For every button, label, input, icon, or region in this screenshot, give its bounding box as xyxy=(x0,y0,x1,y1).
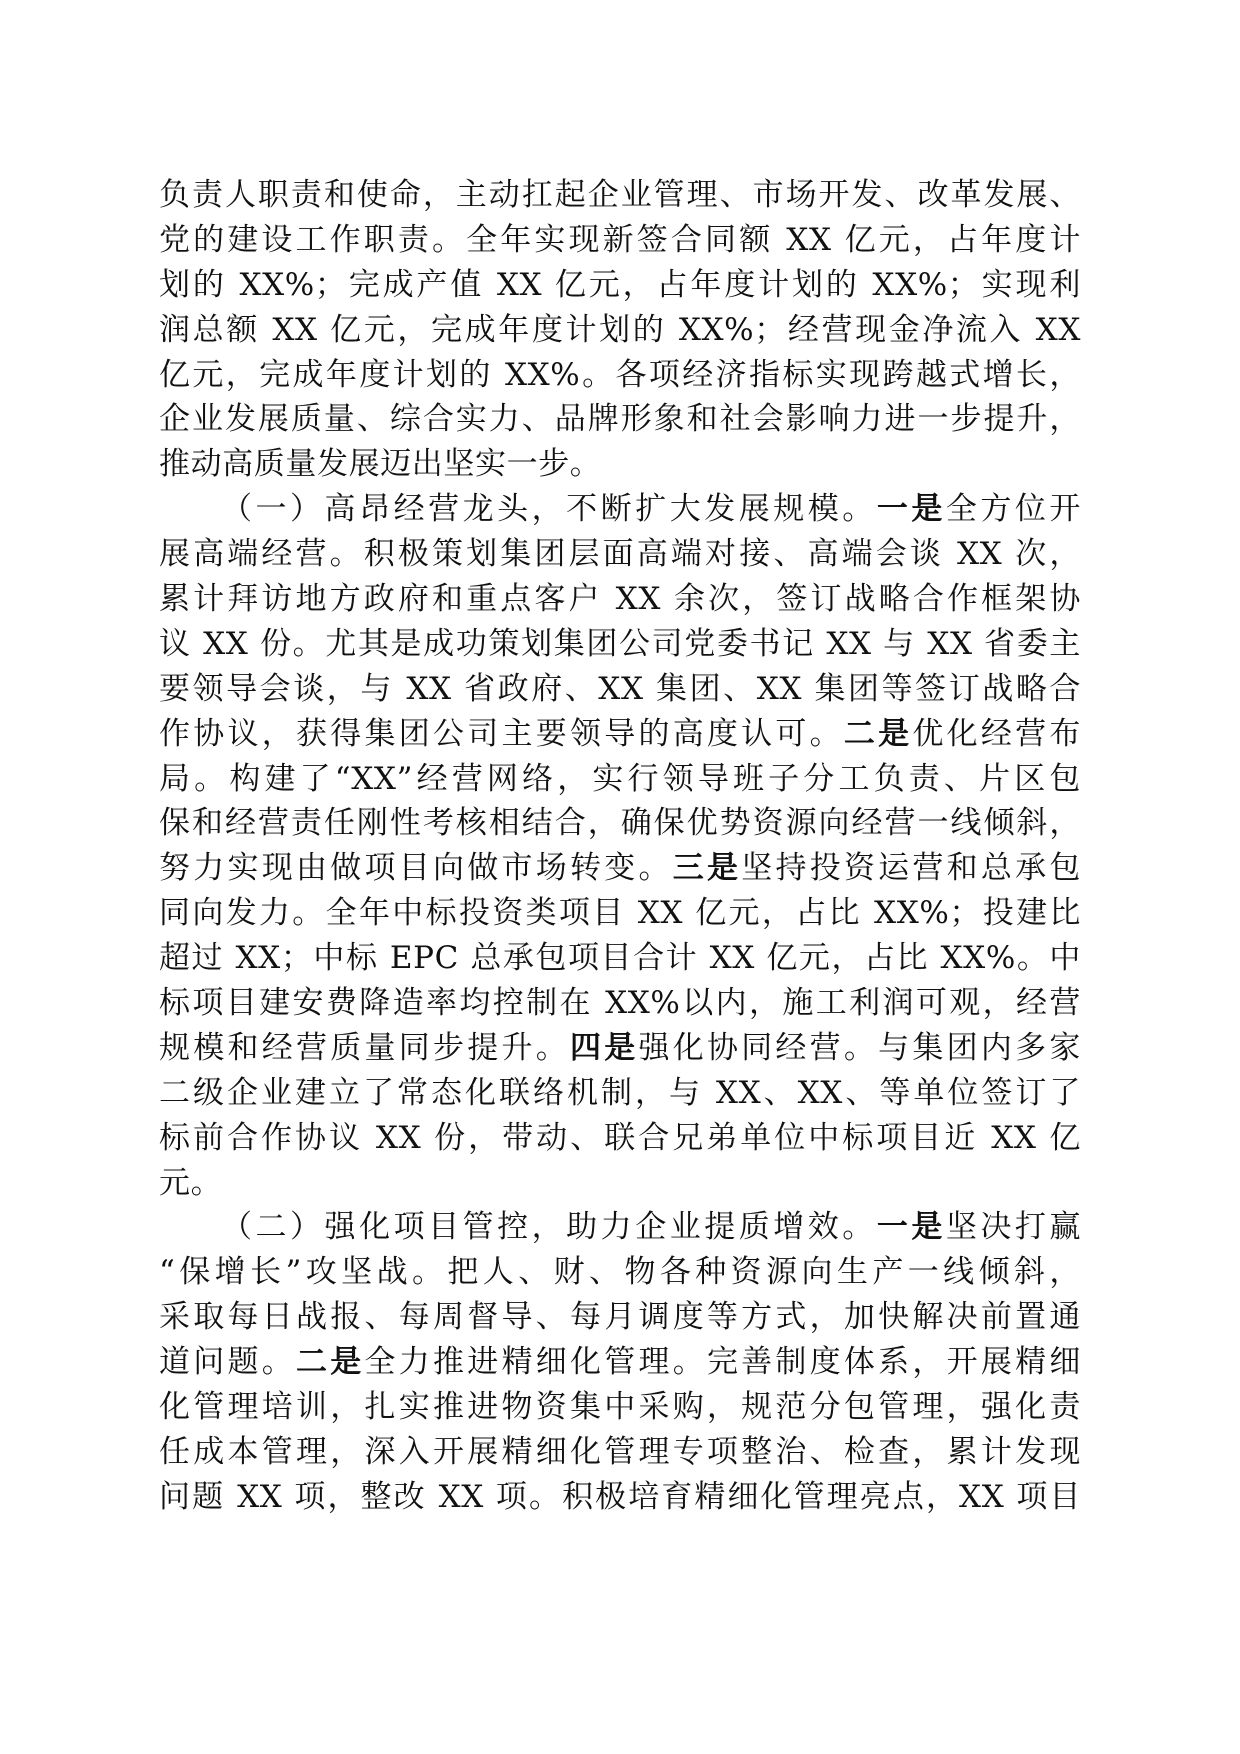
text-line xyxy=(159,1475,1081,1520)
text-run: 规模和经营质量同步提升。 xyxy=(159,1029,570,1066)
text-line xyxy=(159,667,1081,712)
text-run: 任成本管理，深入开展精细化管理专项整治、检查，累计发现 xyxy=(159,1433,1081,1470)
text-run: 强化协同经营。与集团内多家 xyxy=(638,1029,1081,1066)
text-line xyxy=(159,577,1081,622)
text-run: 议 XX 份。尤其是成功策划集团公司党委书记 XX 与 XX 省委主 xyxy=(159,625,1081,662)
text-line xyxy=(159,981,1081,1026)
bold-keyword: 三是 xyxy=(672,850,742,887)
document-body xyxy=(159,173,1081,1520)
text-line xyxy=(159,891,1081,936)
text-run: 保和经营责任刚性考核相结合，确保优势资源向经营一线倾斜， xyxy=(159,805,1081,842)
text-run: 全力推进精细化管理。完善制度体系，开展精细 xyxy=(364,1344,1081,1381)
text-line xyxy=(159,263,1081,308)
text-run: 累计拜访地方政府和重点客户 XX 余次，签订战略合作框架协 xyxy=(159,581,1081,618)
text-line xyxy=(159,1385,1081,1430)
text-line xyxy=(159,757,1081,802)
text-line xyxy=(159,1250,1081,1295)
bold-keyword: 四是 xyxy=(569,1029,639,1066)
text-line xyxy=(159,1026,1081,1071)
text-run: 作协议，获得集团公司主要领导的高度认可。 xyxy=(159,715,844,752)
paragraph-section-2 xyxy=(159,1205,1081,1519)
text-run: 润总额 XX 亿元，完成年度计划的 XX%；经营现金净流入 XX xyxy=(159,311,1081,348)
text-line xyxy=(159,1295,1081,1340)
text-run: 标前合作协议 XX 份，带动、联合兄弟单位中标项目近 XX 亿 xyxy=(159,1119,1081,1156)
text-line xyxy=(159,622,1081,667)
text-run: 划的 XX%；完成产值 XX 亿元，占年度计划的 XX%；实现利 xyxy=(159,266,1081,303)
text-run: 亿元，完成年度计划的 XX%。各项经济指标实现跨越式增长， xyxy=(159,356,1081,393)
text-run: 化管理培训，扎实推进物资集中采购，规范分包管理，强化责 xyxy=(159,1389,1081,1426)
text-run: 超过 XX；中标 EPC 总承包项目合计 XX 亿元，占比 XX%。中 xyxy=(159,940,1081,977)
text-run: 同向发力。全年中标投资类项目 XX 亿元，占比 XX%；投建比 xyxy=(159,895,1081,932)
paragraph-section-1 xyxy=(159,487,1081,1205)
text-run: （一）高昂经营龙头，不断扩大发展规模。 xyxy=(221,491,877,528)
bold-keyword: 一是 xyxy=(876,491,946,528)
text-run: 企业发展质量、综合实力、品牌形象和社会影响力进一步提升， xyxy=(159,401,1081,438)
text-run: 坚持投资运营和总承包 xyxy=(741,850,1082,887)
text-line xyxy=(159,173,1081,218)
text-run: 党的建设工作职责。全年实现新签合同额 XX 亿元，占年度计 xyxy=(159,221,1081,258)
text-line xyxy=(159,353,1081,398)
bold-keyword: 一是 xyxy=(876,1209,946,1246)
bold-keyword: 二是 xyxy=(843,715,913,752)
text-run: 推动高质量发展迈出坚实一步。 xyxy=(159,446,602,483)
bold-keyword: 二是 xyxy=(295,1344,365,1381)
text-line xyxy=(159,532,1081,577)
text-run: 坚决打赢 xyxy=(945,1209,1082,1246)
text-line xyxy=(159,936,1081,981)
text-line xyxy=(159,487,1081,532)
text-line xyxy=(159,846,1081,891)
text-line xyxy=(159,1340,1081,1385)
text-line xyxy=(159,1430,1081,1475)
text-line xyxy=(159,1116,1081,1161)
text-line xyxy=(159,1161,1081,1206)
text-run: 负责人职责和使命，主动扛起企业管理、市场开发、改革发展、 xyxy=(159,177,1081,213)
text-run: （二）强化项目管控，助力企业提质增效。 xyxy=(221,1209,877,1246)
text-line xyxy=(159,308,1081,353)
text-run: 努力实现由做项目向做市场转变。 xyxy=(159,850,673,887)
text-run: 采取每日战报、每周督导、每月调度等方式，加快解决前置通 xyxy=(159,1299,1081,1336)
text-run: 二级企业建立了常态化联络机制，与 XX、XX、等单位签订了 xyxy=(159,1074,1081,1111)
text-line xyxy=(159,1205,1081,1250)
text-run: 局。构建了“XX”经营网络，实行领导班子分工负责、片区包 xyxy=(159,760,1081,797)
text-line xyxy=(159,1071,1081,1116)
text-run: 元。 xyxy=(159,1164,223,1201)
text-run: 道问题。 xyxy=(159,1344,296,1381)
text-line xyxy=(159,442,1081,487)
text-line xyxy=(159,218,1081,263)
paragraph-intro xyxy=(159,173,1081,487)
text-run: 全方位开 xyxy=(945,491,1082,528)
text-run: 标项目建安费降造率均控制在 XX%以内，施工利润可观，经营 xyxy=(159,985,1081,1022)
text-run: 要领导会谈，与 XX 省政府、XX 集团、XX 集团等签订战略合 xyxy=(159,670,1081,707)
text-run: “保增长”攻坚战。把人、财、物各种资源向生产一线倾斜， xyxy=(159,1254,1081,1291)
text-run: 优化经营布 xyxy=(912,715,1082,752)
text-run: 问题 XX 项，整改 XX 项。积极培育精细化管理亮点，XX 项目 xyxy=(159,1478,1081,1515)
text-line xyxy=(159,397,1081,442)
text-line xyxy=(159,712,1081,757)
text-line xyxy=(159,801,1081,846)
text-run: 展高端经营。积极策划集团层面高端对接、高端会谈 XX 次， xyxy=(159,536,1081,573)
